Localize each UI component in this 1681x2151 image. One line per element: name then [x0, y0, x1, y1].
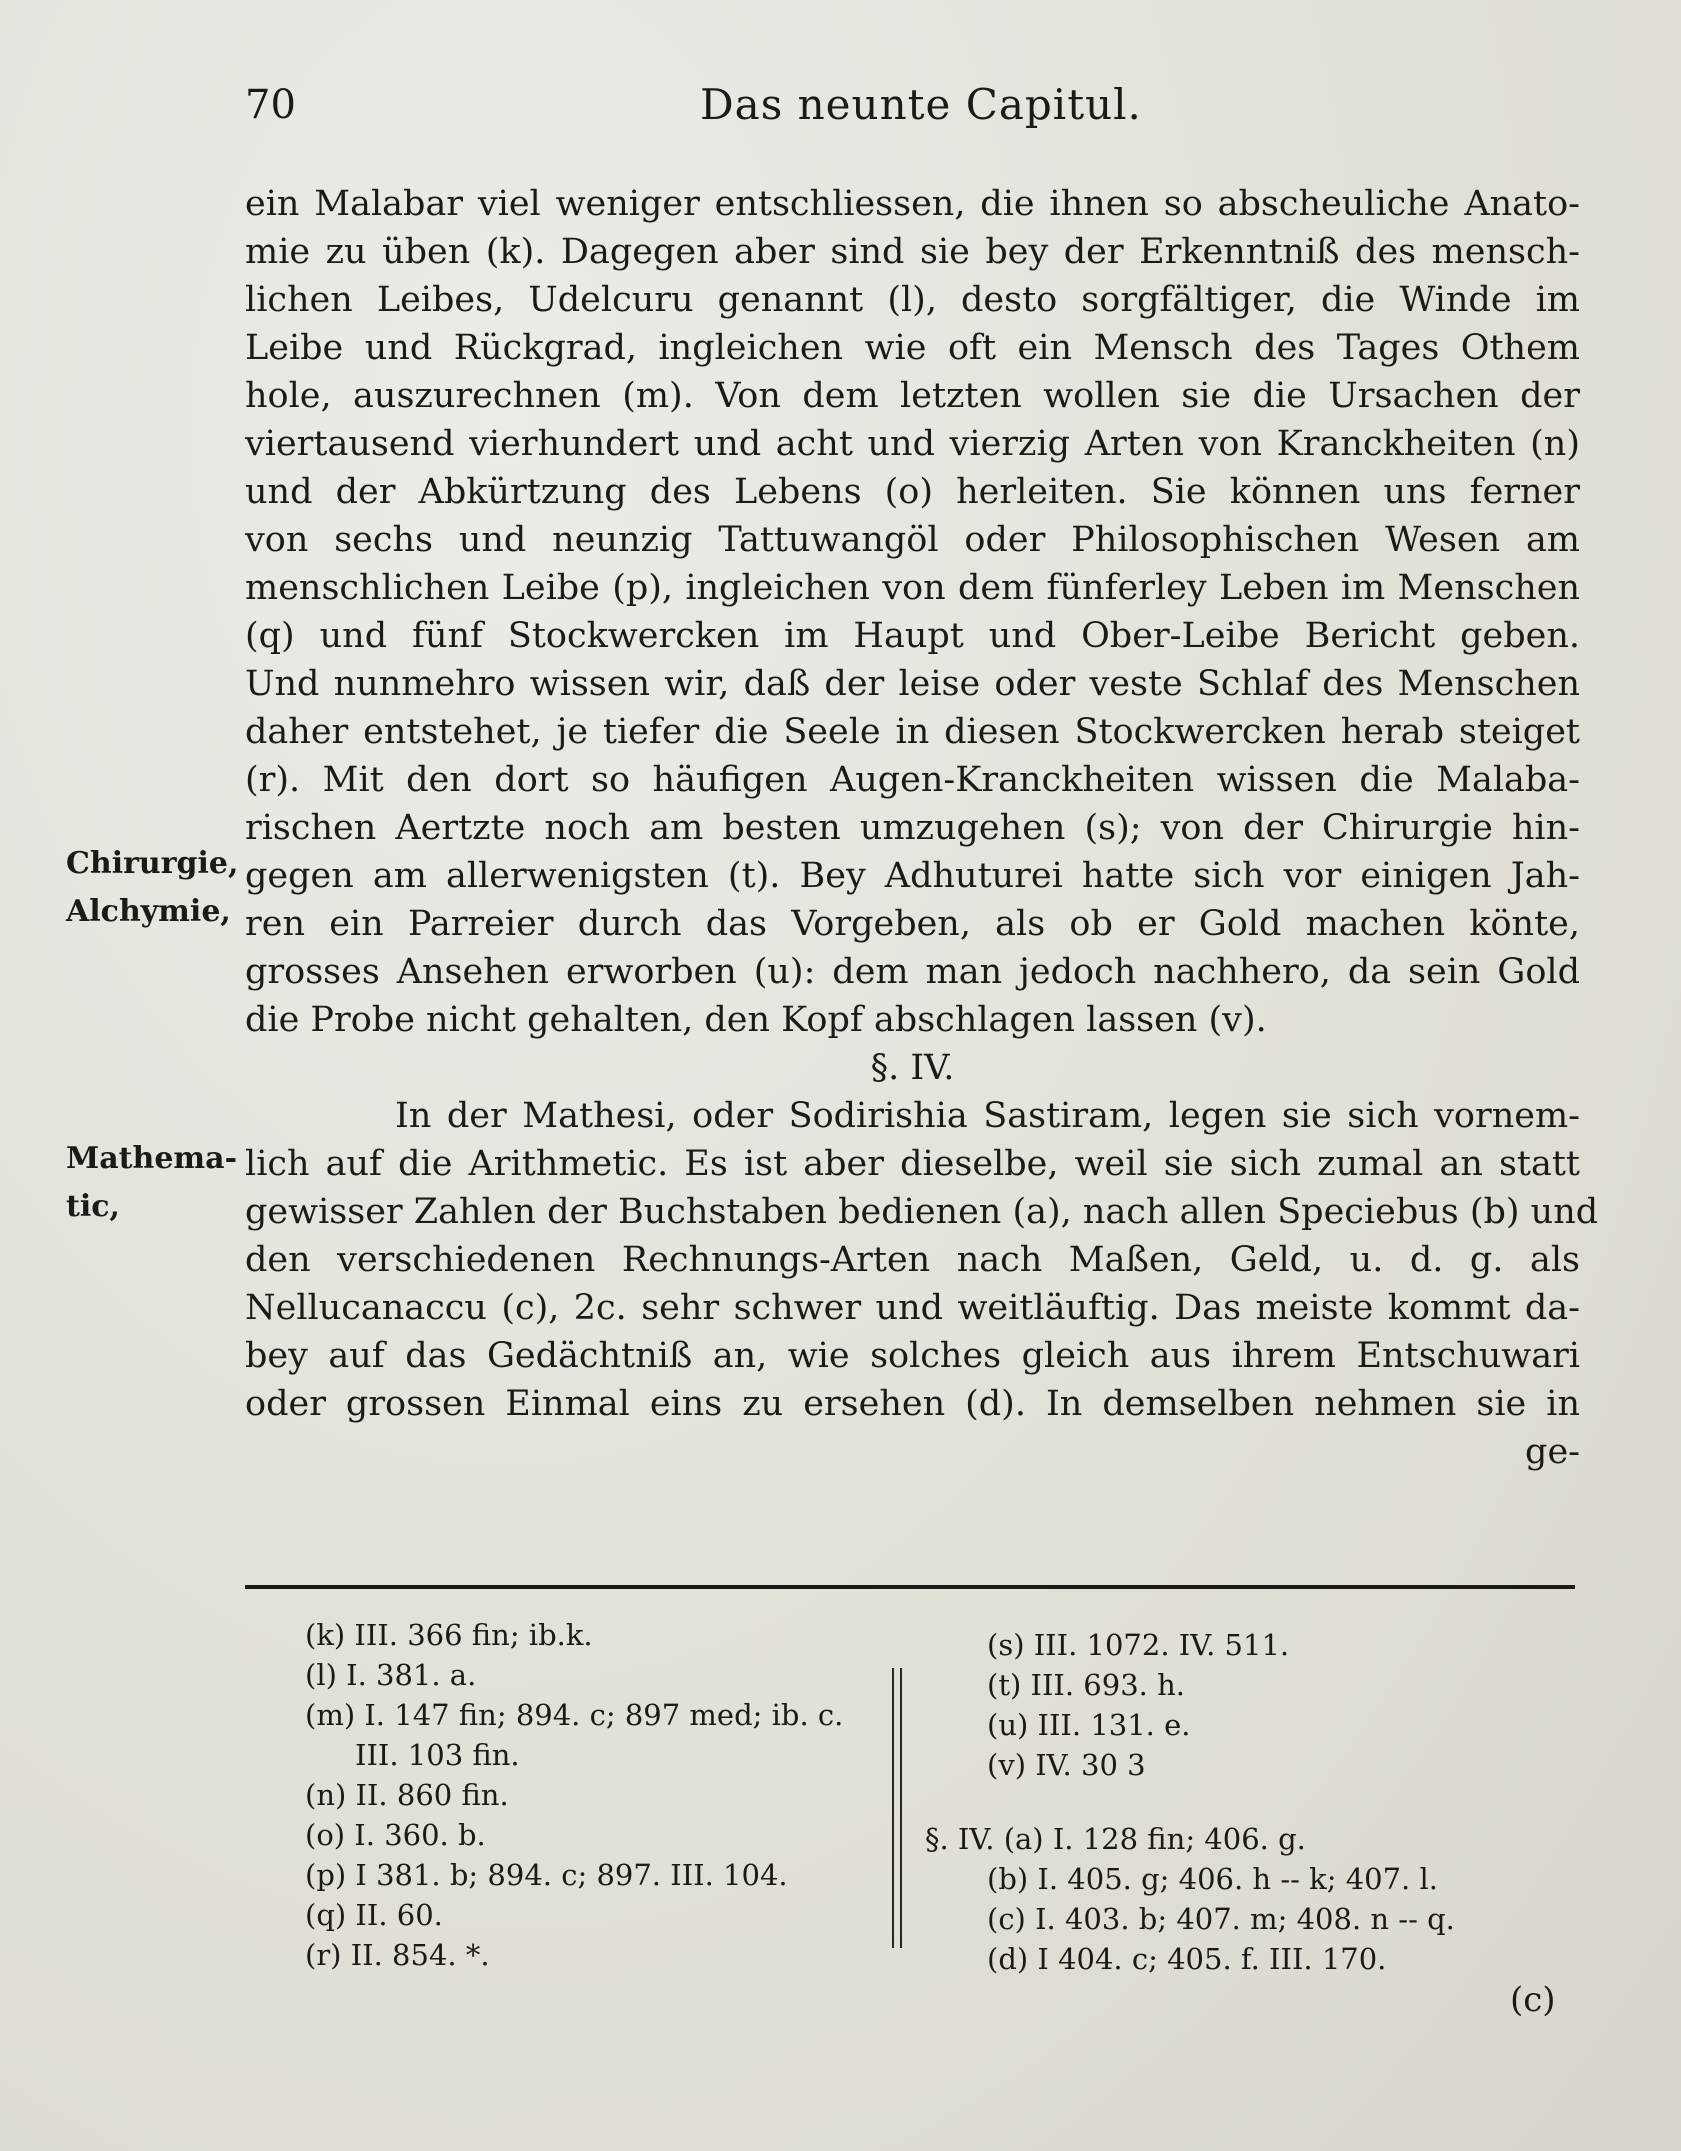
text-line: die Probe nicht gehalten, den Kopf abschlagen lassen (v).: [245, 1000, 1267, 1040]
text-line: lichen Leibes, Udelcuru genannt (l), desto sorgfältiger, die Winde im: [245, 280, 1580, 320]
text-line: oder grossen Einmal eins zu ersehen (d). In demselben nehmen sie in: [245, 1384, 1580, 1424]
text-line: viertausend vierhundert und acht und vierzig Arten von Kranckheiten (n): [245, 424, 1580, 464]
margin-note-chirurgie: Chirurgie,: [66, 846, 239, 881]
text-line: In der Mathesi, oder Sodirishia Sastiram, legen sie sich vornem-: [395, 1096, 1580, 1136]
text-line: Nellucanaccu (c), 2c. sehr schwer und weitläuftig. Das meiste kommt da-: [245, 1288, 1580, 1328]
footnote: (o) I. 360. b.: [305, 1818, 486, 1852]
main-text: [245, 180, 1599, 1476]
text-line: Und nunmehro wissen wir, daß der leise oder veste Schlaf des Menschen: [245, 664, 1580, 704]
footnote: (r) II. 854. *.: [305, 1938, 490, 1972]
margin-note-alchymie: Alchymie,: [66, 894, 231, 929]
text-line: bey auf das Gedächtniß an, wie solches gleich aus ihrem Entschuwari: [245, 1336, 1580, 1376]
footnote: (b) I. 405. g; 406. h -- k; 407. l.: [987, 1862, 1438, 1896]
text-line: gegen am allerwenigsten (t). Bey Adhuturei hatte sich vor einigen Jah-: [245, 856, 1580, 896]
text-line: von sechs und neunzig Tattuwangöl oder Philosophischen Wesen am: [245, 520, 1580, 560]
text-line: ren ein Parreier durch das Vorgeben, als ob er Gold machen könte,: [245, 904, 1580, 944]
text-line: hole, auszurechnen (m). Von dem letzten wollen sie die Ursachen der: [245, 376, 1580, 416]
margin-note-line: tic,: [66, 1189, 120, 1224]
section-heading: §. IV.: [870, 1048, 955, 1088]
footnotes-left: [305, 1615, 843, 1975]
footnote: §. IV. (a) I. 128 fin; 406. g.: [925, 1822, 1306, 1856]
text-line: mie zu üben (k). Dagegen aber sind sie bey der Erkenntniß des mensch-: [245, 232, 1580, 272]
text-line: menschlichen Leibe (p), ingleichen von dem fünferley Leben im Menschen: [245, 568, 1580, 608]
footnote: (k) III. 366 fin; ib.k.: [305, 1618, 593, 1652]
text-line: ein Malabar viel weniger entschliessen, die ihnen so abscheuliche Anato-: [245, 184, 1580, 224]
catchword-line: ge-: [1525, 1432, 1580, 1472]
footnote: (l) I. 381. a.: [305, 1658, 477, 1692]
footnote: (v) IV. 30 3: [987, 1748, 1146, 1782]
text-line: gewisser Zahlen der Buchstaben bedienen (a), nach allen Speciebus (b) und: [245, 1192, 1599, 1232]
text-line: den verschiedenen Rechnungs-Arten nach Maßen, Geld, u. d. g. als: [245, 1240, 1580, 1280]
catchword: (c): [1510, 1980, 1556, 2020]
page-number: 70: [245, 82, 296, 128]
column-divider: [892, 1668, 894, 1948]
footnotes-right: [925, 1625, 1455, 1979]
text-line: grosses Ansehen erworben (u): dem man jedoch nachhero, da sein Gold: [245, 952, 1580, 992]
margin-note-line: Mathema-: [66, 1141, 238, 1176]
text-line: (q) und fünf Stockwercken im Haupt und Ober-Leibe Bericht geben.: [245, 616, 1580, 656]
text-line: rischen Aertzte noch am besten umzugehen (s); von der Chirurgie hin-: [245, 808, 1580, 848]
margin-note-mathematic: [66, 1135, 236, 1231]
footnote: (d) I 404. c; 405. f. III. 170.: [987, 1942, 1387, 1976]
text-line: und der Abkürtzung des Lebens (o) herleiten. Sie können uns ferner: [245, 472, 1580, 512]
column-divider: [900, 1668, 902, 1948]
footnote: (n) II. 860 fin.: [305, 1778, 509, 1812]
footnote: III. 103 fin.: [355, 1738, 520, 1772]
footnote: (q) II. 60.: [305, 1898, 443, 1932]
footnote: (u) III. 131. e.: [987, 1708, 1191, 1742]
running-title: Das neunte Capitul.: [700, 80, 1142, 129]
footnote: (m) I. 147 fin; 894. c; 897 med; ib. c.: [305, 1698, 844, 1732]
footnote: (p) I 381. b; 894. c; 897. III. 104.: [305, 1858, 788, 1892]
text-line: (r). Mit den dort so häufigen Augen-Kranckheiten wissen die Malaba-: [245, 760, 1580, 800]
footnote: (c) I. 403. b; 407. m; 408. n -- q.: [987, 1902, 1455, 1936]
footnote: (t) III. 693. h.: [987, 1668, 1185, 1702]
footnote-separator: [245, 1585, 1575, 1589]
text-line: daher entstehet, je tiefer die Seele in diesen Stockwercken herab steiget: [245, 712, 1580, 752]
footnote: (s) III. 1072. IV. 511.: [987, 1628, 1290, 1662]
text-line: lich auf die Arithmetic. Es ist aber dieselbe, weil sie sich zumal an statt: [245, 1144, 1580, 1184]
text-line: Leibe und Rückgrad, ingleichen wie oft ein Mensch des Tages Othem: [245, 328, 1580, 368]
